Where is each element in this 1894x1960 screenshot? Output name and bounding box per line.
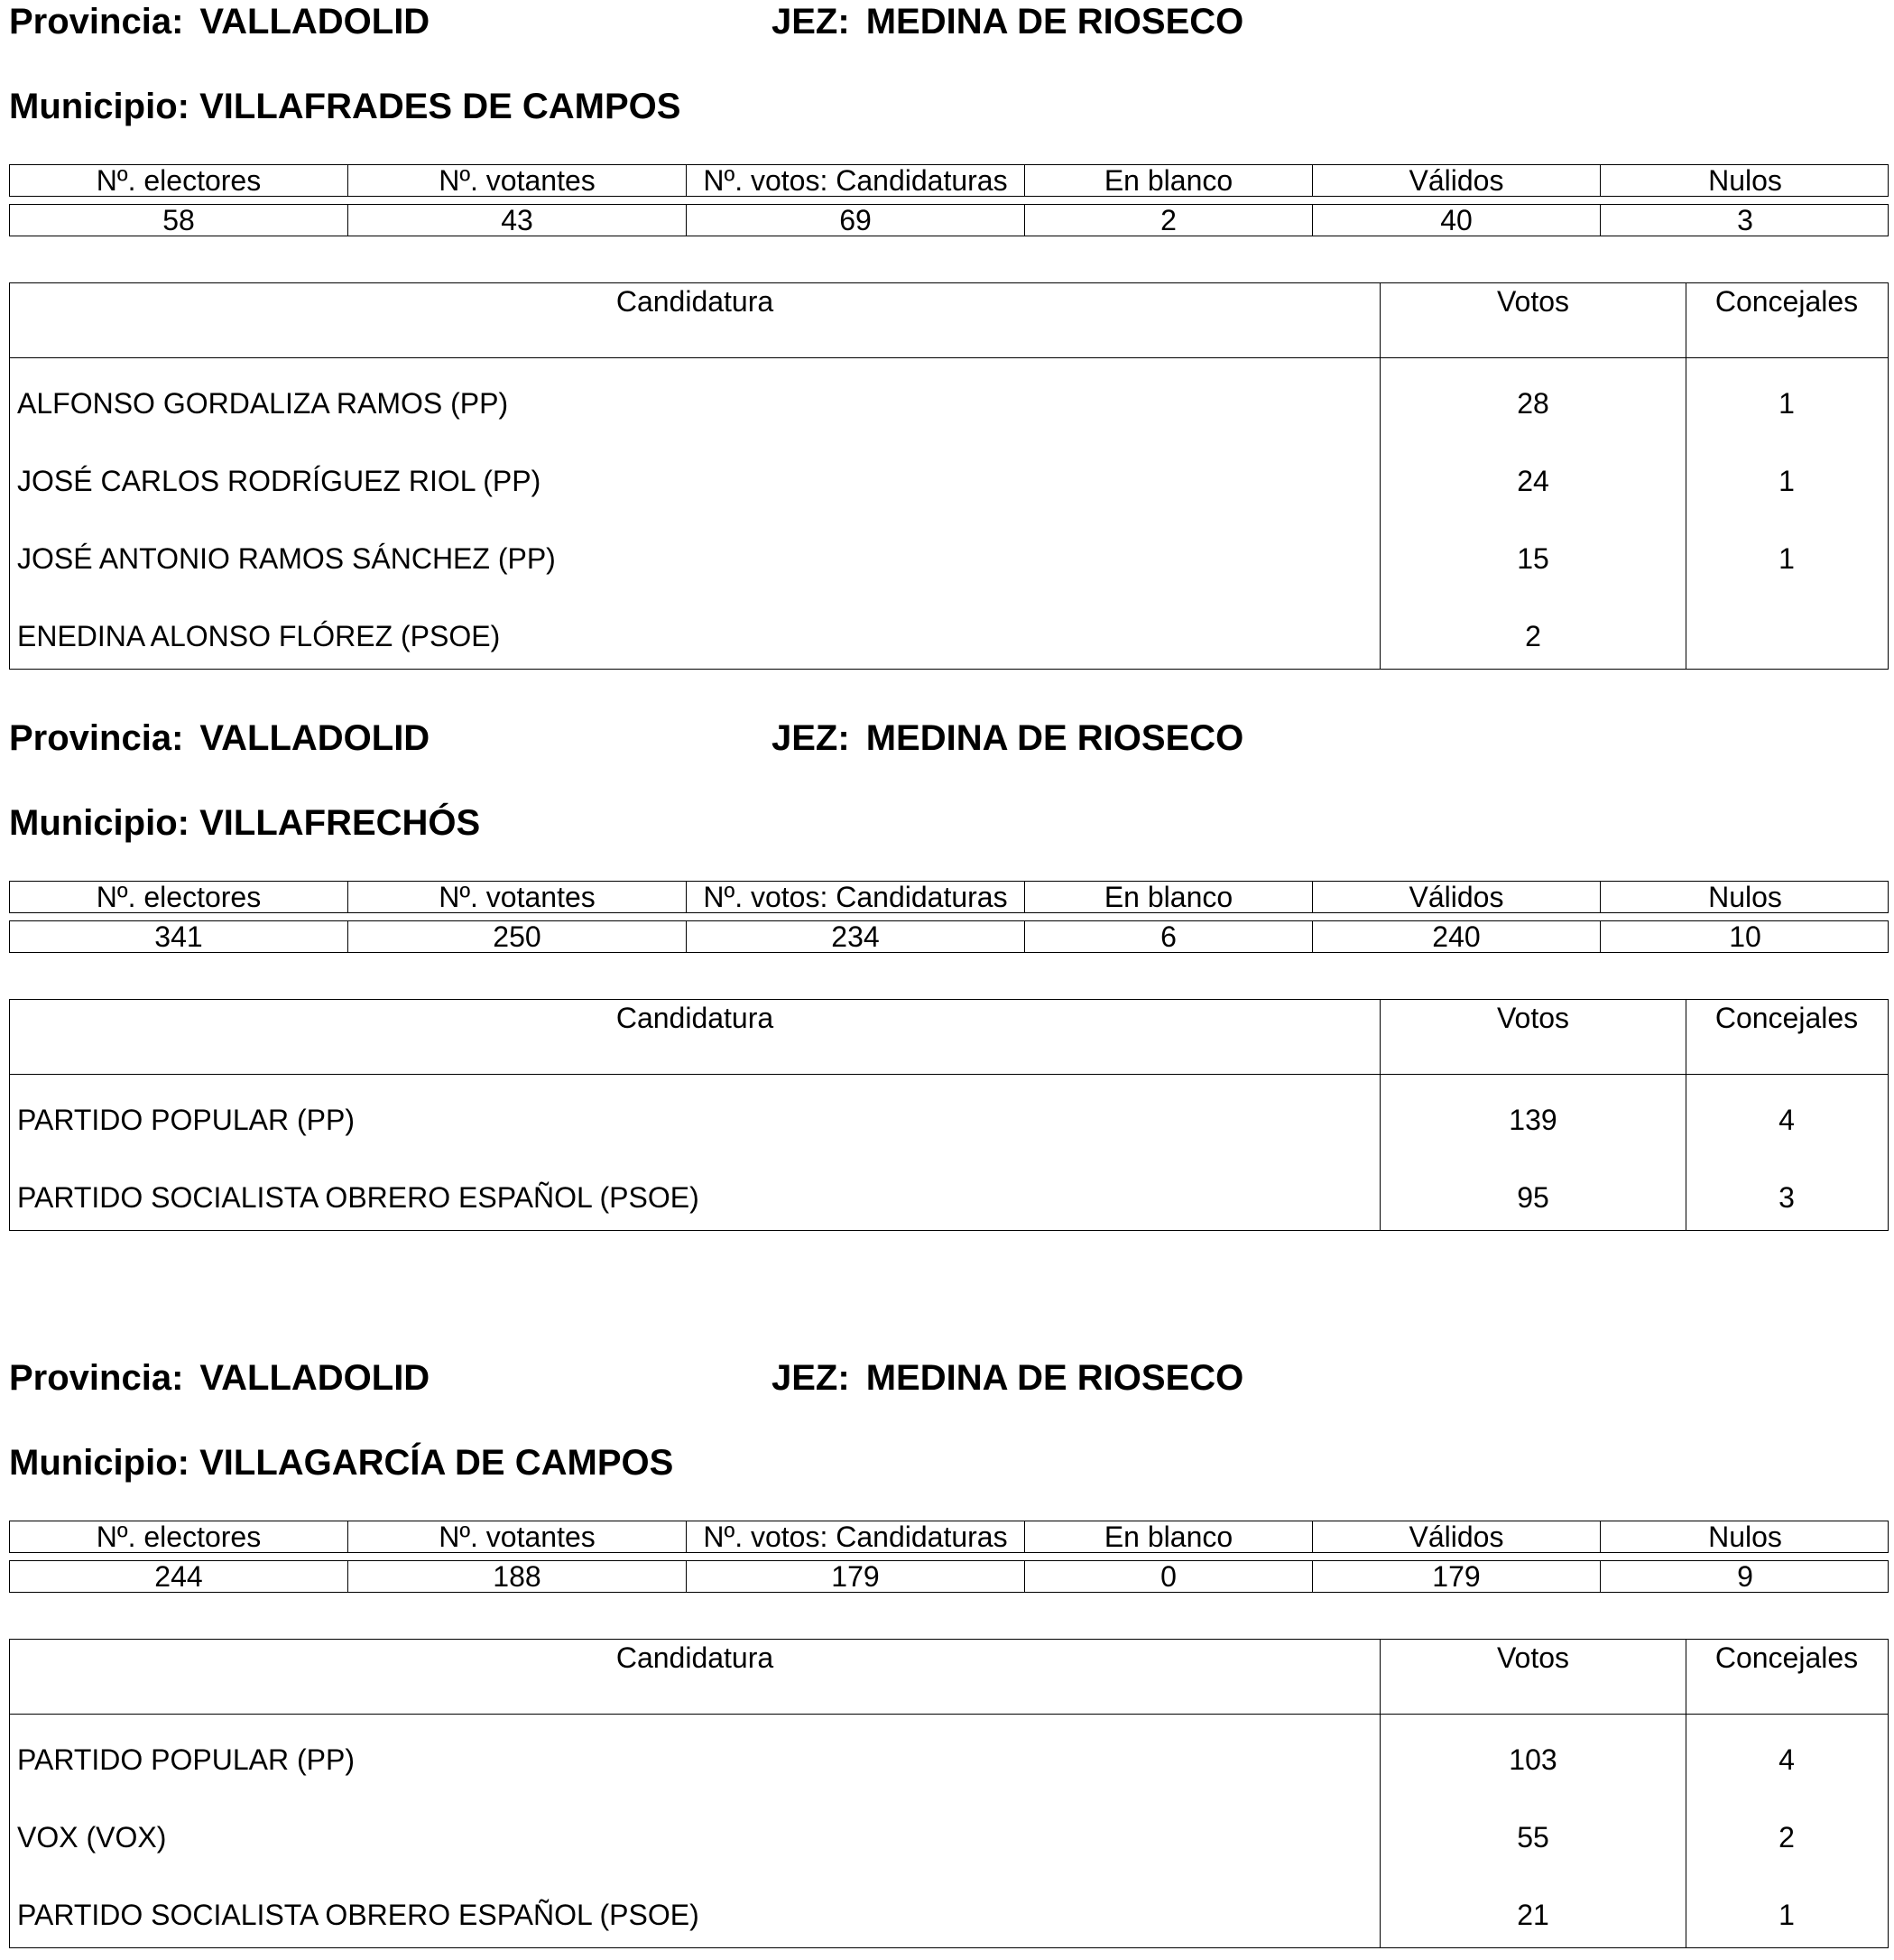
header-candidatura: Candidatura [10, 283, 1381, 357]
header-candidatura: Candidatura [10, 1640, 1381, 1714]
table-row [10, 1792, 1888, 1870]
header-votantes: Nº. votantes [348, 165, 687, 196]
table-row [10, 591, 1888, 669]
municipio-label: Municipio: [9, 1443, 189, 1483]
municipio-value: VILLAFRADES DE CAMPOS [199, 87, 681, 126]
header-nulos: Nulos [1708, 1521, 1782, 1552]
header-nulos: Nulos [1708, 882, 1782, 912]
header-votos: Votos [1381, 283, 1686, 357]
summary-header-row [9, 164, 1889, 197]
value-nulos: 9 [1737, 1561, 1753, 1592]
candidate-concejales: 4 [1779, 1743, 1795, 1776]
header-votos: Votos [1381, 1640, 1686, 1714]
value-votos-candidaturas: 69 [687, 205, 1025, 236]
candidate-name: ALFONSO GORDALIZA RAMOS (PP) [10, 358, 1381, 436]
header-votos-candidaturas: Nº. votos: Candidaturas [687, 1521, 1025, 1552]
candidate-name: PARTIDO POPULAR (PP) [10, 1715, 1381, 1792]
jez-label: JEZ: [771, 718, 850, 758]
value-nulos: 3 [1737, 205, 1753, 236]
header-electores: Nº. electores [10, 165, 348, 196]
candidate-concejales [1686, 591, 1887, 669]
table-row [10, 1152, 1888, 1230]
candidate-concejales: 2 [1779, 1821, 1795, 1854]
provincia-label: Provincia: [9, 718, 184, 758]
provincia-value: VALLADOLID [199, 718, 430, 758]
value-electores: 244 [10, 1561, 348, 1592]
candidate-concejales: 1 [1779, 465, 1795, 497]
candidate-votos: 28 [1381, 358, 1686, 436]
header-votos: Votos [1381, 1000, 1686, 1074]
summary-value-row [9, 1560, 1889, 1593]
provincia-label: Provincia: [9, 2, 184, 42]
candidate-votos: 95 [1381, 1152, 1686, 1230]
table-row [10, 1075, 1888, 1152]
jez-heading [771, 717, 1243, 759]
municipio-heading [9, 1442, 673, 1484]
value-en-blanco: 6 [1025, 921, 1313, 952]
candidate-votos: 55 [1381, 1792, 1686, 1870]
candidate-name: VOX (VOX) [10, 1792, 1381, 1870]
header-candidatura: Candidatura [10, 1000, 1381, 1074]
header-electores: Nº. electores [10, 1521, 348, 1552]
candidate-name: PARTIDO SOCIALISTA OBRERO ESPAÑOL (PSOE) [10, 1152, 1381, 1230]
candidate-votos: 103 [1381, 1715, 1686, 1792]
value-votos-candidaturas: 234 [687, 921, 1025, 952]
jez-heading [771, 1357, 1243, 1399]
candidatura-header-row [10, 1000, 1888, 1075]
header-concejales: Concejales [1714, 1641, 1859, 1674]
value-votos-candidaturas: 179 [687, 1561, 1025, 1592]
value-votantes: 188 [348, 1561, 687, 1592]
value-votantes: 43 [348, 205, 687, 236]
jez-value: MEDINA DE RIOSECO [865, 2, 1244, 42]
value-en-blanco: 2 [1025, 205, 1313, 236]
jez-heading [771, 1, 1243, 42]
provincia-value: VALLADOLID [199, 2, 430, 42]
header-votos-candidaturas: Nº. votos: Candidaturas [687, 882, 1025, 912]
municipio-heading [9, 802, 480, 844]
header-votantes: Nº. votantes [348, 1521, 687, 1552]
value-electores: 58 [10, 205, 348, 236]
header-en-blanco: En blanco [1025, 165, 1313, 196]
candidate-name: PARTIDO POPULAR (PP) [10, 1075, 1381, 1152]
header-electores: Nº. electores [10, 882, 348, 912]
summary-header-row [9, 881, 1889, 913]
value-votantes: 250 [348, 921, 687, 952]
candidate-votos: 21 [1381, 1870, 1686, 1947]
municipio-label: Municipio: [9, 87, 189, 126]
header-concejales: Concejales [1714, 285, 1859, 318]
candidatura-table [9, 282, 1889, 670]
candidate-concejales: 1 [1779, 387, 1795, 420]
candidate-votos: 2 [1381, 591, 1686, 669]
table-row [10, 436, 1888, 513]
jez-label: JEZ: [771, 1358, 850, 1398]
header-nulos: Nulos [1708, 165, 1782, 196]
table-row [10, 1715, 1888, 1792]
header-validos: Válidos [1313, 882, 1601, 912]
header-en-blanco: En blanco [1025, 1521, 1313, 1552]
candidate-name: PARTIDO SOCIALISTA OBRERO ESPAÑOL (PSOE) [10, 1870, 1381, 1947]
header-concejales: Concejales [1714, 1002, 1859, 1034]
value-electores: 341 [10, 921, 348, 952]
table-row [10, 513, 1888, 591]
municipio-value: VILLAFRECHÓS [199, 803, 481, 843]
value-en-blanco: 0 [1025, 1561, 1313, 1592]
provincia-heading [9, 1, 430, 42]
candidatura-header-row [10, 1640, 1888, 1715]
candidatura-table [9, 999, 1889, 1231]
summary-value-row [9, 204, 1889, 236]
jez-label: JEZ: [771, 2, 850, 42]
candidate-concejales: 1 [1779, 542, 1795, 575]
candidate-concejales: 1 [1779, 1899, 1795, 1931]
provincia-value: VALLADOLID [199, 1358, 430, 1398]
provincia-label: Provincia: [9, 1358, 184, 1398]
value-validos: 40 [1313, 205, 1601, 236]
provincia-heading [9, 717, 430, 759]
value-nulos: 10 [1729, 921, 1761, 952]
candidatura-header-row [10, 283, 1888, 358]
candidate-name: JOSÉ CARLOS RODRÍGUEZ RIOL (PP) [10, 436, 1381, 513]
summary-header-row [9, 1521, 1889, 1553]
candidate-name: ENEDINA ALONSO FLÓREZ (PSOE) [10, 591, 1381, 669]
header-votantes: Nº. votantes [348, 882, 687, 912]
value-validos: 179 [1313, 1561, 1601, 1592]
candidate-name: JOSÉ ANTONIO RAMOS SÁNCHEZ (PP) [10, 513, 1381, 591]
value-validos: 240 [1313, 921, 1601, 952]
header-en-blanco: En blanco [1025, 882, 1313, 912]
candidate-votos: 15 [1381, 513, 1686, 591]
candidatura-table [9, 1639, 1889, 1948]
header-votos-candidaturas: Nº. votos: Candidaturas [687, 165, 1025, 196]
candidate-votos: 24 [1381, 436, 1686, 513]
municipio-heading [9, 86, 680, 127]
table-row [10, 358, 1888, 436]
candidate-concejales: 4 [1779, 1104, 1795, 1136]
municipio-label: Municipio: [9, 803, 189, 843]
table-row [10, 1870, 1888, 1947]
candidate-concejales: 3 [1779, 1181, 1795, 1214]
header-validos: Válidos [1313, 165, 1601, 196]
header-validos: Válidos [1313, 1521, 1601, 1552]
provincia-heading [9, 1357, 430, 1399]
candidate-votos: 139 [1381, 1075, 1686, 1152]
summary-value-row [9, 920, 1889, 953]
municipio-value: VILLAGARCÍA DE CAMPOS [199, 1443, 674, 1483]
jez-value: MEDINA DE RIOSECO [865, 718, 1244, 758]
jez-value: MEDINA DE RIOSECO [865, 1358, 1244, 1398]
